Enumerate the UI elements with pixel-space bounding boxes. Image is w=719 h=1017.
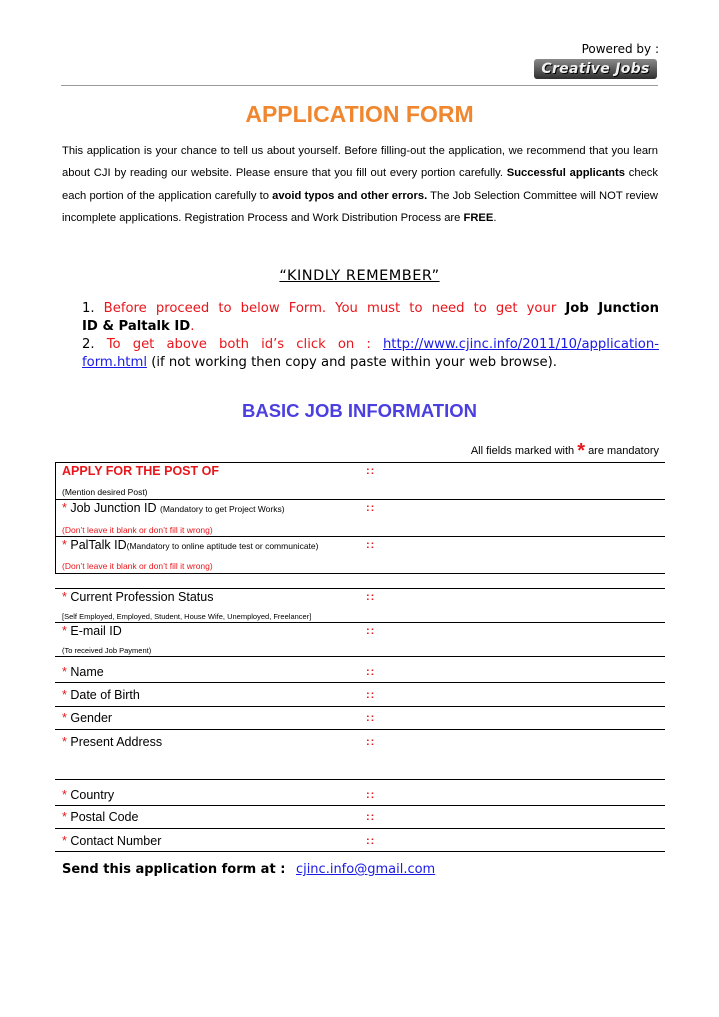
note-1-number: 1. [82, 301, 95, 316]
row-divider [55, 622, 665, 623]
address-label [62, 735, 162, 749]
post-label: APPLY FOR THE POST OF [62, 464, 219, 478]
table-left-border [55, 462, 56, 573]
post-hint: (Mention desired Post) [62, 487, 148, 497]
required-star: * [62, 834, 67, 848]
name-text: Name [70, 665, 104, 679]
note-2-continued [82, 354, 659, 372]
note-1-bold-first: Job Junction [565, 301, 660, 316]
profession-hint: [Self Employed, Employed, Student, House Wife, Unemployed, Freelancer] [62, 612, 312, 621]
required-star: * [62, 688, 67, 702]
required-star: * [62, 538, 67, 552]
row-divider [55, 656, 665, 657]
intro-text-4: . [493, 211, 497, 224]
note-1-bold-rest: ID & Paltalk ID [82, 319, 191, 334]
contact-separator: :: [366, 835, 376, 847]
gender-separator: :: [366, 712, 376, 724]
profession-text: Current Profession Status [70, 590, 214, 604]
note-1-continued [82, 318, 659, 336]
note-2 [82, 336, 659, 354]
row-divider [55, 499, 665, 500]
required-star: * [62, 810, 67, 824]
intro-text-1: This application is your chance to tell us about yourself. Before filling-out the application, we recommend that you learn about CJI by reading our website. Please ensure that you fill out every portion carefully. [62, 145, 658, 180]
country-label [62, 788, 114, 802]
send-line [62, 862, 435, 877]
paltalk-separator: :: [366, 539, 376, 551]
dob-text: Date of Birth [70, 688, 140, 702]
country-separator: :: [366, 789, 376, 801]
required-star: * [62, 735, 67, 749]
required-star: * [62, 788, 67, 802]
intro-bold-3: FREE [463, 211, 494, 224]
country-text: Country [70, 788, 115, 802]
note-1-end: . [190, 319, 195, 334]
note-1 [82, 300, 659, 318]
kindly-remember-heading: “KINDLY REMEMBER” [279, 268, 440, 284]
required-star: * [62, 624, 67, 638]
row-divider [55, 851, 665, 852]
send-label: Send this application form at : [62, 862, 286, 877]
job-id-label [62, 501, 285, 515]
header-divider [61, 85, 658, 86]
row-divider [55, 828, 665, 829]
profession-separator: :: [366, 591, 376, 603]
intro-paragraph [62, 140, 658, 229]
job-id-separator: :: [366, 502, 376, 514]
row-divider [55, 573, 665, 574]
required-star: * [62, 590, 67, 604]
row-divider [55, 706, 665, 707]
dob-label [62, 688, 140, 702]
address-separator: :: [366, 736, 376, 748]
row-divider [55, 805, 665, 806]
profession-label [62, 590, 213, 604]
row-divider [55, 588, 665, 589]
row-divider [55, 536, 665, 537]
application-form-link-first[interactable]: http://www.cjinc.info/2011/10/application- [382, 337, 659, 352]
name-separator: :: [366, 666, 376, 678]
contact-text: Contact Number [70, 834, 162, 848]
intro-text-2: check each portion of the application carefully to [62, 167, 658, 202]
job-id-note: (Mandatory to get Project Works) [160, 504, 285, 514]
page-title: APPLICATION FORM [245, 101, 474, 127]
required-star: * [62, 711, 67, 725]
job-id-text: Job Junction ID [70, 501, 157, 515]
email-label [62, 624, 122, 638]
mandatory-before: All fields marked with [470, 445, 575, 457]
gender-text: Gender [70, 711, 113, 725]
mandatory-after: are mandatory [588, 445, 659, 457]
note-2-text: To get above both id’s click on : [106, 337, 371, 352]
paltalk-note: (Mandatory to online aptitude test or communicate) [126, 541, 319, 551]
mandatory-note [471, 437, 659, 460]
creative-jobs-logo [534, 59, 657, 79]
required-star: * [62, 665, 67, 679]
intro-bold-2: avoid typos and other errors. [272, 189, 428, 202]
send-email-link[interactable]: cjinc.info@gmail.com [295, 862, 436, 877]
name-label [62, 665, 104, 679]
note-2-number: 2. [82, 337, 95, 352]
post-separator: :: [366, 465, 376, 477]
logo-text: Creative Jobs [541, 61, 650, 77]
row-divider [55, 729, 665, 730]
email-separator: :: [366, 625, 376, 637]
mandatory-star: * [577, 440, 585, 462]
section-title: BASIC JOB INFORMATION [241, 400, 478, 421]
row-divider [55, 682, 665, 683]
email-hint: (To received Job Payment) [62, 646, 152, 655]
postal-label [62, 810, 138, 824]
note-1-text: Before proceed to below Form. You must to need to get your [103, 301, 557, 316]
notes-list [82, 300, 659, 372]
job-id-hint: (Don’t leave it blank or don’t fill it wrong) [62, 525, 213, 535]
contact-label [62, 834, 161, 848]
row-divider [55, 462, 665, 463]
paltalk-label [62, 538, 318, 552]
postal-text: Postal Code [70, 810, 139, 824]
row-divider [55, 779, 665, 780]
dob-separator: :: [366, 689, 376, 701]
note-2-after: (if not working then copy and paste within your web browse). [151, 355, 557, 370]
postal-separator: :: [366, 811, 376, 823]
gender-label [62, 711, 112, 725]
application-form-link-rest[interactable]: form.html [82, 355, 147, 370]
intro-bold-1: Successful applicants [506, 167, 625, 180]
intro-text-3: The Job Selection Committee will NOT review incomplete applications. Registration Process and Work Distribution Process are [62, 189, 658, 224]
address-text: Present Address [70, 735, 163, 749]
email-text: E-mail ID [70, 624, 122, 638]
paltalk-hint: (Don’t leave it blank or don’t fill it wrong) [62, 561, 213, 571]
powered-by-label: Powered by : [581, 42, 659, 56]
required-star: * [62, 501, 67, 515]
paltalk-text: PalTalk ID [70, 538, 127, 552]
